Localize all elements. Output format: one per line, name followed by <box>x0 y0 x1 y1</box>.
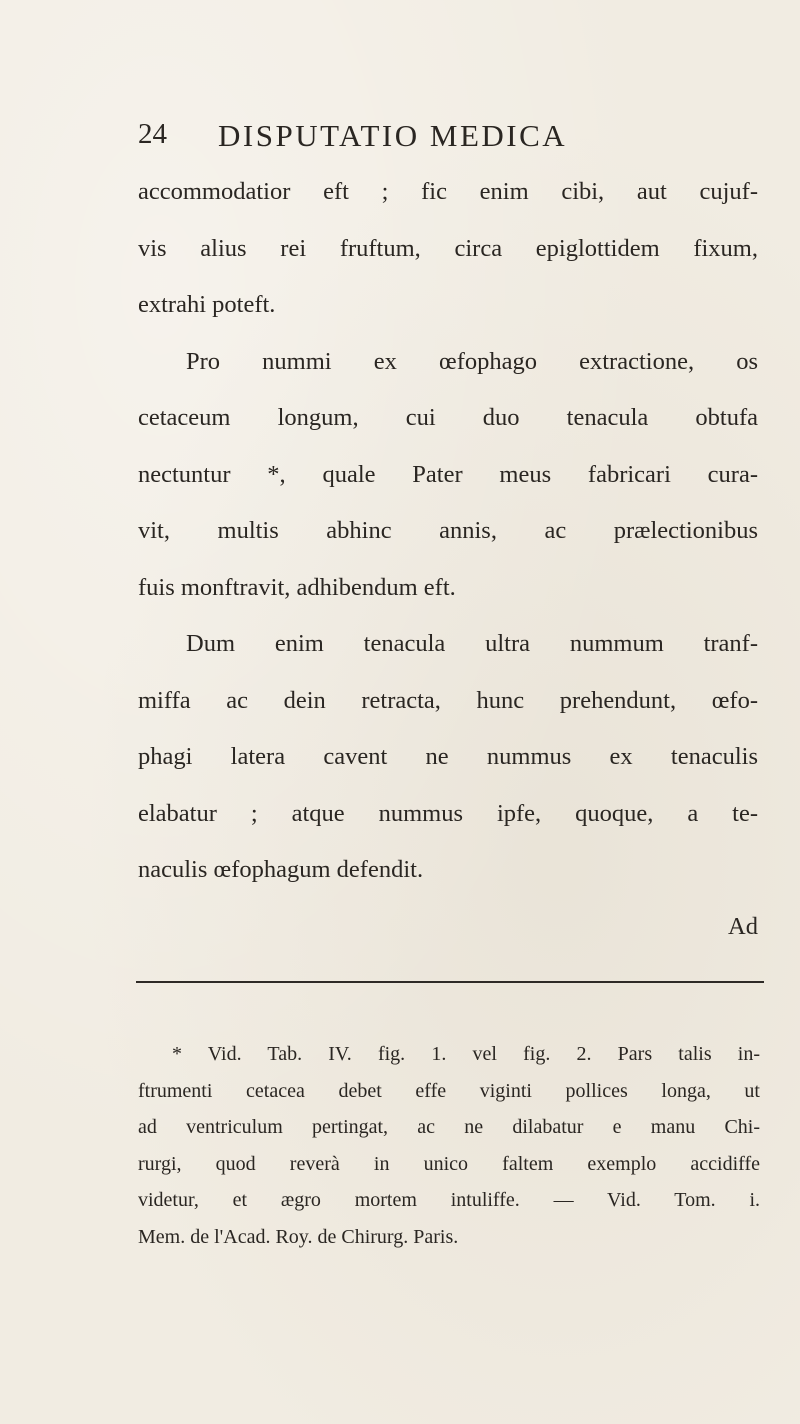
body-line: Pro nummi ex œfophago extractione, os <box>186 347 758 375</box>
footnote-line: ftrumenti cetacea debet effe viginti pollices longa, ut <box>138 1079 760 1102</box>
body-line: fuis monftravit, adhibendum eft. <box>138 573 456 601</box>
body-line: extrahi poteft. <box>138 291 276 318</box>
body-line: naculis œfophagum defendit. <box>138 856 424 883</box>
body-line: Dum enim tenacula ultra nummum tranf- <box>186 630 758 657</box>
footnote-divider <box>136 981 764 983</box>
body-line: vis alius rei fruftum, circa epiglottidem fixum, <box>138 234 758 262</box>
body-line: vit, multis abhinc annis, ac prælectionibus <box>138 517 758 544</box>
running-head: DISPUTATIO MEDICA <box>218 118 568 153</box>
body-line: miffa ac dein retracta, hunc prehendunt, œfo- <box>138 686 758 714</box>
body-line: phagi latera cavent ne nummus ex tenaculis <box>138 743 758 770</box>
footnote-line: * Vid. Tab. IV. fig. 1. vel fig. 2. Pars talis in- <box>172 1043 760 1065</box>
footnote-line: rurgi, quod reverà in unico faltem exemplo accidiffe <box>138 1152 760 1175</box>
body-text <box>138 164 758 955</box>
page-header <box>138 118 758 158</box>
body-line: elabatur ; atque nummus ipfe, quoque, a te- <box>138 799 758 827</box>
body-line: nectuntur *, quale Pater meus fabricari cura- <box>138 460 758 488</box>
footnote-line: Mem. de l'Acad. Roy. de Chirurg. Paris. <box>138 1225 459 1248</box>
footnote-line: videtur, et ægro mortem intuliffe. — Vid. Tom. i. <box>138 1189 760 1211</box>
body-line: accommodatior eft ; fic enim cibi, aut cujuf- <box>138 178 758 205</box>
catchword: Ad <box>728 912 758 940</box>
body-line: cetaceum longum, cui duo tenacula obtufa <box>138 404 758 431</box>
footnote-line: ad ventriculum pertingat, ac ne dilabatur e manu Chi- <box>138 1116 760 1138</box>
page-number: 24 <box>138 118 167 150</box>
footnote <box>138 1036 760 1255</box>
